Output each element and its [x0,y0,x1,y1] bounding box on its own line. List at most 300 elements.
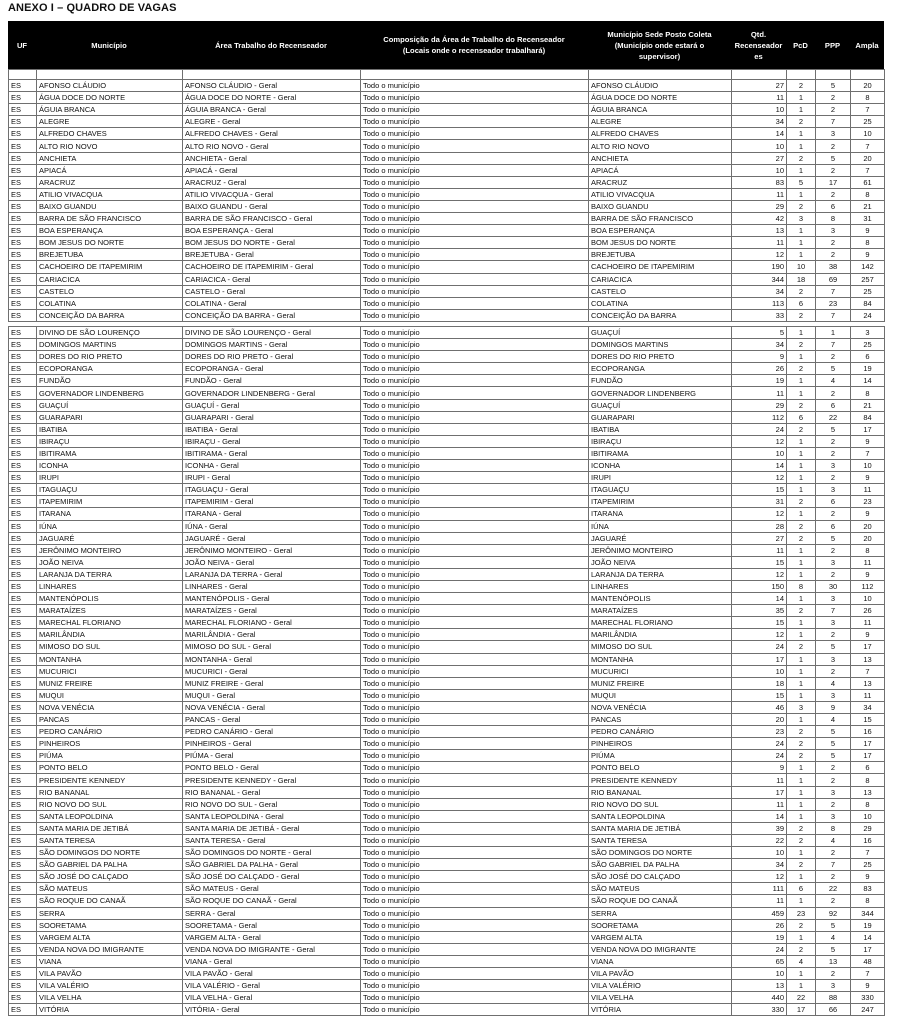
sede-cell: IRUPI [589,472,732,484]
qtd-cell: 24 [732,738,787,750]
header-pcd: PcD [793,40,808,50]
pcd-cell: 1 [787,556,816,568]
ampla-cell: 8 [851,387,885,399]
ampla-cell: 257 [851,273,885,285]
uf-cell: ES [9,786,37,798]
area-cell: CASTELO - Geral [183,285,361,297]
qtd-cell: 31 [732,496,787,508]
ppp-cell: 6 [816,520,851,532]
table-row [9,176,885,188]
qtd-cell: 35 [732,605,787,617]
pcd-cell: 18 [787,273,816,285]
table-row [9,225,885,237]
table-row [9,80,885,92]
ampla-cell: 13 [851,653,885,665]
qtd-cell: 330 [732,1004,787,1016]
composicao-cell: Todo o município [361,665,589,677]
uf-cell: ES [9,472,37,484]
table-row [9,556,885,568]
area-cell: NOVA VENÉCIA - Geral [183,701,361,713]
qtd-cell: 12 [732,435,787,447]
area-cell: ANCHIETA - Geral [183,152,361,164]
table-row [9,774,885,786]
ppp-cell: 5 [816,943,851,955]
ppp-cell: 5 [816,423,851,435]
uf-cell: ES [9,568,37,580]
municipio-cell: VENDA NOVA DO IMIGRANTE [37,943,183,955]
uf-cell: ES [9,859,37,871]
table-row [9,273,885,285]
table-row [9,387,885,399]
sede-cell: ALEGRE [589,116,732,128]
ampla-cell: 8 [851,798,885,810]
ampla-cell: 8 [851,774,885,786]
ampla-cell: 20 [851,152,885,164]
uf-cell: ES [9,496,37,508]
composicao-cell: Todo o município [361,726,589,738]
sede-cell: APIACÁ [589,164,732,176]
pcd-cell: 1 [787,164,816,176]
table-row [9,164,885,176]
table-row [9,496,885,508]
sede-cell: LINHARES [589,580,732,592]
municipio-cell: ECOPORANGA [37,363,183,375]
area-cell: ATILIO VIVACQUA - Geral [183,188,361,200]
municipio-cell: IBIRAÇU [37,435,183,447]
table-row [9,363,885,375]
pcd-cell: 1 [787,967,816,979]
ampla-cell: 11 [851,556,885,568]
qtd-cell: 13 [732,225,787,237]
ppp-cell: 17 [816,176,851,188]
table-row [9,967,885,979]
municipio-cell: SÃO JOSÉ DO CALÇADO [37,871,183,883]
uf-cell: ES [9,544,37,556]
municipio-cell: VILA VALÉRIO [37,980,183,992]
sede-cell: JAGUARÉ [589,532,732,544]
uf-cell: ES [9,200,37,212]
ppp-cell: 2 [816,249,851,261]
uf-cell: ES [9,617,37,629]
pcd-cell: 1 [787,568,816,580]
pcd-cell: 1 [787,327,816,339]
area-cell: PONTO BELO - Geral [183,762,361,774]
ppp-cell: 1 [816,327,851,339]
ppp-cell: 5 [816,641,851,653]
area-cell: GUARAPARI - Geral [183,411,361,423]
area-cell: SÃO GABRIEL DA PALHA - Geral [183,859,361,871]
table-header [8,21,884,69]
spacer-cell [361,70,589,80]
uf-cell: ES [9,798,37,810]
uf-cell: ES [9,750,37,762]
area-cell: MIMOSO DO SUL - Geral [183,641,361,653]
pcd-cell: 1 [787,677,816,689]
qtd-cell: 11 [732,798,787,810]
municipio-cell: BAIXO GUANDU [37,200,183,212]
ppp-cell: 7 [816,309,851,321]
sede-cell: NOVA VENÉCIA [589,701,732,713]
qtd-cell: 27 [732,532,787,544]
area-cell: MUQUI - Geral [183,689,361,701]
sede-cell: MANTENÓPOLIS [589,593,732,605]
qtd-cell: 14 [732,460,787,472]
qtd-cell: 29 [732,200,787,212]
ampla-cell: 13 [851,677,885,689]
pcd-cell: 1 [787,351,816,363]
area-cell: SÃO MATEUS - Geral [183,883,361,895]
ampla-cell: 9 [851,225,885,237]
uf-cell: ES [9,580,37,592]
ppp-cell: 2 [816,762,851,774]
uf-cell: ES [9,164,37,176]
uf-cell: ES [9,593,37,605]
pcd-cell: 1 [787,798,816,810]
uf-cell: ES [9,907,37,919]
ampla-cell: 24 [851,309,885,321]
pcd-cell: 1 [787,810,816,822]
ampla-cell: 17 [851,943,885,955]
qtd-cell: 12 [732,871,787,883]
table-row [9,653,885,665]
area-cell: ICONHA - Geral [183,460,361,472]
municipio-cell: IÚNA [37,520,183,532]
area-cell: RIO NOVO DO SUL - Geral [183,798,361,810]
uf-cell: ES [9,919,37,931]
composicao-cell: Todo o município [361,943,589,955]
sede-cell: RIO NOVO DO SUL [589,798,732,810]
qtd-cell: 22 [732,834,787,846]
ampla-cell: 61 [851,176,885,188]
pcd-cell: 1 [787,375,816,387]
municipio-cell: SÃO GABRIEL DA PALHA [37,859,183,871]
municipio-cell: JAGUARÉ [37,532,183,544]
composicao-cell: Todo o município [361,992,589,1004]
ppp-cell: 2 [816,798,851,810]
area-cell: IBIRAÇU - Geral [183,435,361,447]
sede-cell: SÃO DOMINGOS DO NORTE [589,847,732,859]
area-cell: IBATIBA - Geral [183,423,361,435]
spacer-cell [732,70,787,80]
table-row [9,593,885,605]
area-cell: PEDRO CANÁRIO - Geral [183,726,361,738]
header-area: Área Trabalho do Recenseador [215,40,327,50]
ampla-cell: 142 [851,261,885,273]
area-cell: PINHEIROS - Geral [183,738,361,750]
qtd-cell: 12 [732,249,787,261]
ampla-cell: 112 [851,580,885,592]
municipio-cell: ÁGUA DOCE DO NORTE [37,92,183,104]
municipio-cell: ÁGUIA BRANCA [37,104,183,116]
sede-cell: IÚNA [589,520,732,532]
sede-cell: ALTO RIO NOVO [589,140,732,152]
ampla-cell: 7 [851,164,885,176]
composicao-cell: Todo o município [361,399,589,411]
table-row [9,883,885,895]
table-row [9,104,885,116]
area-cell: VILA PAVÃO - Geral [183,967,361,979]
header-composicao: Composição da Área de Trabalho do Recenseador (Locais onde o recenseador trabalhará) [383,35,565,55]
table-row [9,907,885,919]
pcd-cell: 1 [787,653,816,665]
pcd-cell: 1 [787,847,816,859]
qtd-cell: 65 [732,955,787,967]
area-cell: VENDA NOVA DO IMIGRANTE - Geral [183,943,361,955]
table-row [9,738,885,750]
header-ppp: PPP [824,40,841,50]
composicao-cell: Todo o município [361,411,589,423]
sede-cell: SERRA [589,907,732,919]
ampla-cell: 9 [851,472,885,484]
qtd-cell: 12 [732,568,787,580]
pcd-cell: 2 [787,750,816,762]
area-cell: LARANJA DA TERRA - Geral [183,568,361,580]
sede-cell: JOÃO NEIVA [589,556,732,568]
pcd-cell: 2 [787,309,816,321]
qtd-cell: 42 [732,213,787,225]
uf-cell: ES [9,895,37,907]
spacer-cell [9,70,37,80]
qtd-cell: 24 [732,423,787,435]
table-row [9,847,885,859]
area-cell: DIVINO DE SÃO LOURENÇO - Geral [183,327,361,339]
composicao-cell: Todo o município [361,435,589,447]
composicao-cell: Todo o município [361,859,589,871]
area-cell: VIANA - Geral [183,955,361,967]
sede-cell: GUAÇUÍ [589,399,732,411]
uf-cell: ES [9,943,37,955]
municipio-cell: CONCEIÇÃO DA BARRA [37,309,183,321]
area-cell: DORES DO RIO PRETO - Geral [183,351,361,363]
pcd-cell: 1 [787,629,816,641]
ppp-cell: 6 [816,496,851,508]
municipio-cell: IRUPI [37,472,183,484]
area-cell: BOA ESPERANÇA - Geral [183,225,361,237]
uf-cell: ES [9,629,37,641]
sede-cell: MARECHAL FLORIANO [589,617,732,629]
qtd-cell: 10 [732,967,787,979]
ppp-cell: 38 [816,261,851,273]
composicao-cell: Todo o município [361,544,589,556]
pcd-cell: 2 [787,116,816,128]
area-cell: AFONSO CLÁUDIO - Geral [183,80,361,92]
composicao-cell: Todo o município [361,339,589,351]
area-cell: BREJETUBA - Geral [183,249,361,261]
uf-cell: ES [9,339,37,351]
uf-cell: ES [9,213,37,225]
ampla-cell: 26 [851,605,885,617]
uf-cell: ES [9,116,37,128]
table-row [9,580,885,592]
uf-cell: ES [9,1004,37,1016]
spacer-cell [787,70,816,80]
municipio-cell: MUQUI [37,689,183,701]
qtd-cell: 11 [732,387,787,399]
pcd-cell: 1 [787,447,816,459]
municipio-cell: JERÔNIMO MONTEIRO [37,544,183,556]
ppp-cell: 5 [816,750,851,762]
municipio-cell: VILA VELHA [37,992,183,1004]
composicao-cell: Todo o município [361,847,589,859]
pcd-cell: 2 [787,859,816,871]
composicao-cell: Todo o município [361,605,589,617]
ppp-cell: 5 [816,532,851,544]
ppp-cell: 3 [816,980,851,992]
municipio-cell: IBITIRAMA [37,447,183,459]
ampla-cell: 25 [851,339,885,351]
uf-cell: ES [9,834,37,846]
pcd-cell: 3 [787,213,816,225]
qtd-cell: 17 [732,653,787,665]
ppp-cell: 3 [816,653,851,665]
qtd-cell: 440 [732,992,787,1004]
composicao-cell: Todo o município [361,798,589,810]
sede-cell: CARIACICA [589,273,732,285]
composicao-cell: Todo o município [361,738,589,750]
municipio-cell: SÃO ROQUE DO CANAÃ [37,895,183,907]
pcd-cell: 1 [787,714,816,726]
ampla-cell: 14 [851,375,885,387]
ppp-cell: 2 [816,351,851,363]
composicao-cell: Todo o município [361,423,589,435]
pcd-cell: 2 [787,363,816,375]
composicao-cell: Todo o município [361,520,589,532]
ppp-cell: 5 [816,919,851,931]
sede-cell: ALFREDO CHAVES [589,128,732,140]
uf-cell: ES [9,967,37,979]
area-cell: ALFREDO CHAVES - Geral [183,128,361,140]
uf-cell: ES [9,152,37,164]
qtd-cell: 11 [732,188,787,200]
sede-cell: JERÔNIMO MONTEIRO [589,544,732,556]
composicao-cell: Todo o município [361,556,589,568]
sede-cell: ITAGUAÇU [589,484,732,496]
table-row [9,237,885,249]
ampla-cell: 7 [851,967,885,979]
sede-cell: MUNIZ FREIRE [589,677,732,689]
composicao-cell: Todo o município [361,774,589,786]
area-cell: MUCURICI - Geral [183,665,361,677]
pcd-cell: 1 [787,895,816,907]
municipio-cell: SERRA [37,907,183,919]
table-row [9,140,885,152]
sede-cell: SANTA TERESA [589,834,732,846]
pcd-cell: 2 [787,532,816,544]
municipio-cell: MANTENÓPOLIS [37,593,183,605]
area-cell: VILA VALÉRIO - Geral [183,980,361,992]
area-cell: JOÃO NEIVA - Geral [183,556,361,568]
pcd-cell: 8 [787,580,816,592]
composicao-cell: Todo o município [361,955,589,967]
sede-cell: PEDRO CANÁRIO [589,726,732,738]
ppp-cell: 22 [816,411,851,423]
qtd-cell: 12 [732,629,787,641]
ppp-cell: 5 [816,80,851,92]
municipio-cell: CARIACICA [37,273,183,285]
area-cell: VITÓRIA - Geral [183,1004,361,1016]
pcd-cell: 2 [787,339,816,351]
pcd-cell: 1 [787,188,816,200]
composicao-cell: Todo o município [361,931,589,943]
composicao-cell: Todo o município [361,152,589,164]
uf-cell: ES [9,508,37,520]
table-row [9,213,885,225]
sede-cell: MONTANHA [589,653,732,665]
table-row [9,128,885,140]
table-row [9,859,885,871]
area-cell: MARILÂNDIA - Geral [183,629,361,641]
qtd-cell: 33 [732,309,787,321]
municipio-cell: SÃO MATEUS [37,883,183,895]
uf-cell: ES [9,992,37,1004]
municipio-cell: MONTANHA [37,653,183,665]
ampla-cell: 11 [851,617,885,629]
ppp-cell: 66 [816,1004,851,1016]
sede-cell: VILA VALÉRIO [589,980,732,992]
municipio-cell: VIANA [37,955,183,967]
ppp-cell: 2 [816,447,851,459]
uf-cell: ES [9,188,37,200]
pcd-cell: 2 [787,834,816,846]
ampla-cell: 11 [851,689,885,701]
area-cell: BARRA DE SÃO FRANCISCO - Geral [183,213,361,225]
pcd-cell: 2 [787,641,816,653]
table-row [9,520,885,532]
qtd-cell: 10 [732,140,787,152]
sede-cell: CACHOEIRO DE ITAPEMIRIM [589,261,732,273]
uf-cell: ES [9,351,37,363]
qtd-cell: 46 [732,701,787,713]
ampla-cell: 20 [851,532,885,544]
uf-cell: ES [9,225,37,237]
municipio-cell: BREJETUBA [37,249,183,261]
ppp-cell: 3 [816,617,851,629]
area-cell: RIO BANANAL - Geral [183,786,361,798]
ampla-cell: 344 [851,907,885,919]
vacancy-table-part-2 [8,326,885,1016]
table-row [9,726,885,738]
ppp-cell: 2 [816,774,851,786]
area-cell: VARGEM ALTA - Geral [183,931,361,943]
qtd-cell: 23 [732,726,787,738]
qtd-cell: 11 [732,92,787,104]
ampla-cell: 31 [851,213,885,225]
ampla-cell: 25 [851,859,885,871]
composicao-cell: Todo o município [361,140,589,152]
municipio-cell: DIVINO DE SÃO LOURENÇO [37,327,183,339]
uf-cell: ES [9,665,37,677]
sede-cell: SANTA LEOPOLDINA [589,810,732,822]
ppp-cell: 6 [816,399,851,411]
municipio-cell: RIO BANANAL [37,786,183,798]
ampla-cell: 6 [851,762,885,774]
qtd-cell: 10 [732,665,787,677]
ampla-cell: 10 [851,810,885,822]
pcd-cell: 2 [787,80,816,92]
pcd-cell: 1 [787,460,816,472]
sede-cell: SÃO ROQUE DO CANAÃ [589,895,732,907]
pcd-cell: 1 [787,472,816,484]
qtd-cell: 10 [732,447,787,459]
composicao-cell: Todo o município [361,617,589,629]
municipio-cell: CACHOEIRO DE ITAPEMIRIM [37,261,183,273]
municipio-cell: ITARANA [37,508,183,520]
municipio-cell: NOVA VENÉCIA [37,701,183,713]
municipio-cell: GUARAPARI [37,411,183,423]
uf-cell: ES [9,447,37,459]
composicao-cell: Todo o município [361,273,589,285]
sede-cell: VIANA [589,955,732,967]
